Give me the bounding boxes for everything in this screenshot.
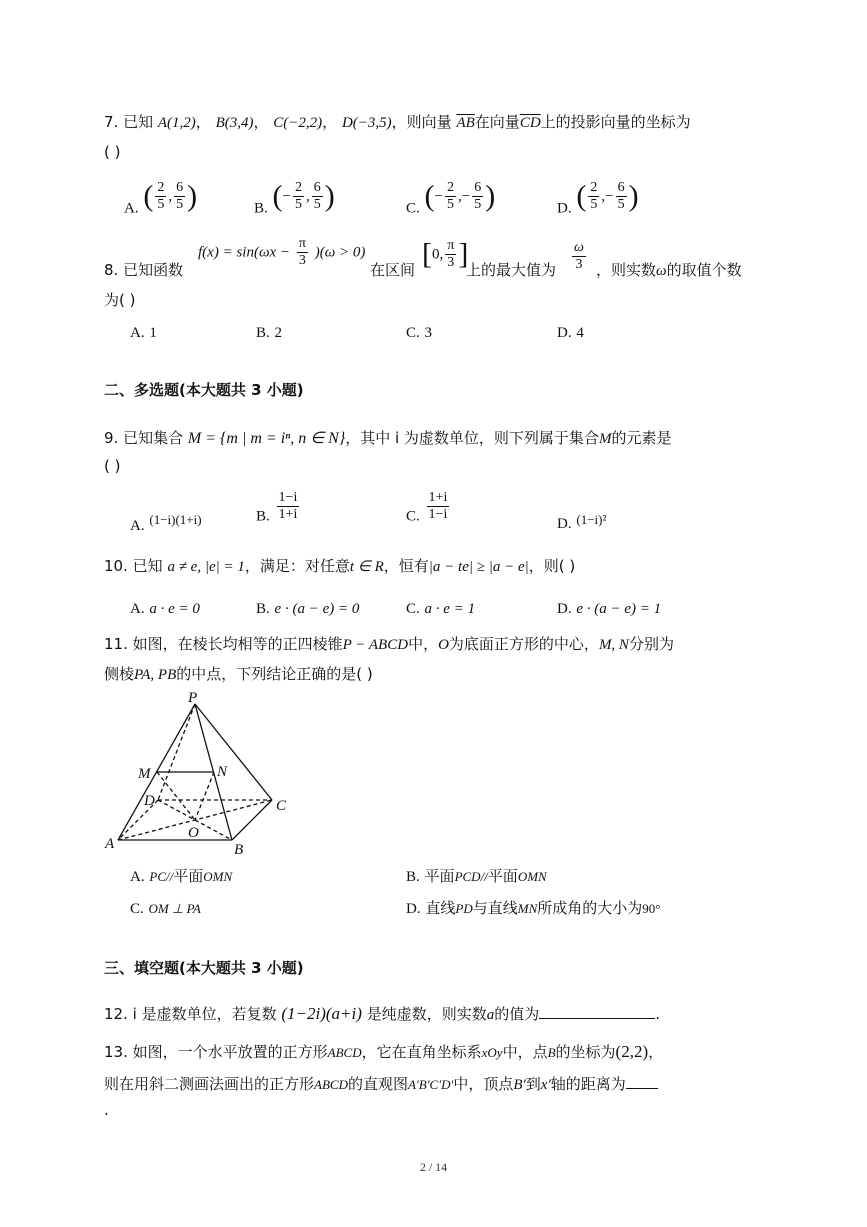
label-B: B — [234, 842, 244, 858]
q7-option-c: C. (− $\frac{2}{5}$ ,− $\frac{6}{5}$ ) — [406, 179, 496, 217]
q8-function: f(x) = sin(ωx − $\frac{\pi}{3}$ )(ω > 0) — [198, 236, 366, 268]
edge-PD — [158, 704, 195, 800]
segment-MO — [157, 772, 195, 820]
q8-stem-tail: 上的最大值为 — [466, 261, 557, 279]
q10-option-b: B. e · (a − e) = 0 — [256, 601, 360, 617]
page-number: 2 / 14 — [419, 1160, 448, 1174]
q11-option-b: B. 平面PCD//平面OMN — [406, 867, 547, 885]
q8-option-c: C. 3 — [406, 325, 433, 341]
q8-interval-text: 在区间 — [370, 261, 416, 279]
q7-option-d: D. ( $\frac{2}{5}$ ,− $\frac{6}{5}$ ) — [557, 179, 639, 217]
q7-paren: ( ) — [104, 143, 121, 161]
q8-stem-tail2: ，则实数ω的取值个数 — [596, 261, 742, 279]
q11-line1: 11. 如图，在棱长均相等的正四棱锥P − ABCD中，O为底面正方形的中心，M, N分别为 — [104, 635, 674, 653]
label-M: M — [138, 766, 151, 782]
q8-interval: [0, $\frac{\pi}{3}$ ] — [422, 237, 469, 271]
q13-line3: . — [104, 1101, 109, 1119]
q11-line2: 侧棱PA, PB的中点，下列结论正确的是( ) — [104, 665, 373, 683]
q9-option-a: A. (1−i)(1+i) — [130, 512, 202, 534]
edge-BC — [232, 800, 272, 840]
q11-option-d: D. 直线PD与直线MN所成角的大小为90° — [406, 899, 661, 917]
label-P: P — [188, 690, 198, 706]
q10-option-d: D. e · (a − e) = 1 — [557, 601, 662, 617]
q9-stem: 9. 已知集合 M = {m | m = iⁿ, n ∈ N}，其中 i 为虚数单位，则下列属于集合M的元素是 — [104, 429, 672, 447]
q10-option-c: C. a · e = 1 — [406, 601, 476, 617]
q13-line2: 则在用斜二测画法画出的正方形ABCD的直观图A′B′C′D′中，顶点B′到x′轴的距离为 — [104, 1074, 658, 1095]
q7-option-b: B. (− $\frac{2}{5}$ , $\frac{6}{5}$ ) — [254, 179, 335, 217]
q8-option-d: D. 4 — [557, 325, 584, 341]
q8-line2: 为( ) — [104, 291, 136, 309]
section-heading-fill-in: 三、填空题(本大题共 3 小题) — [104, 959, 304, 977]
q8-stem: 8. 已知函数 — [104, 261, 184, 279]
q12-stem: 12. i 是虚数单位，若复数 (1−2i)(a+i) 是纯虚数，则实数a的值为 . — [104, 1004, 660, 1023]
q9-option-c: C. $\frac{1+i}{1-i}$ — [406, 490, 448, 525]
q13-line1: 13. 如图，一个水平放置的正方形ABCD，它在直角坐标系xOy中，点B的坐标为(2,2)， — [104, 1042, 664, 1061]
section-heading-multiple-choice: 二、多选题(本大题共 3 小题) — [104, 381, 304, 399]
q10-stem: 10. 已知 a ≠ e, |e| = 1，满足：对任意t ∈ R，恒有|a − te| ≥ |a − e|，则( ) — [104, 557, 576, 575]
q7-option-a: A. ( $\frac{2}{5}$ , $\frac{6}{5}$ ) — [124, 179, 198, 217]
q9-option-d: D. (1−i)² — [557, 512, 607, 532]
q11-option-c: C. OM ⊥ PA — [130, 901, 201, 917]
q8-option-b: B. 2 — [256, 325, 283, 341]
q9-option-b: B. $\frac{1-i}{1+i}$ — [256, 490, 298, 525]
label-D: D — [144, 793, 155, 809]
label-C: C — [276, 798, 287, 814]
q13-answer-blank[interactable] — [626, 1088, 658, 1089]
pyramid-figure — [100, 688, 300, 860]
q10-option-a: A. a · e = 0 — [130, 601, 200, 617]
label-O: O — [188, 825, 199, 841]
q7-stem: 7. 已知 A(1,2)， B(3,4)， C(−2,2)， D(−3,5)，则向量 $\overline{AB}$在向量$\overline{CD}$上的投影向量的坐标为 — [104, 113, 691, 131]
q11-option-a: A. PC//平面OMN — [130, 867, 233, 885]
q8-omega-frac: $\frac{\omega}{3}$ — [574, 240, 584, 272]
label-A: A — [105, 836, 115, 852]
edge-PC — [195, 704, 272, 800]
q8-option-a: A. 1 — [130, 325, 157, 341]
label-N: N — [217, 764, 228, 780]
q9-paren: ( ) — [104, 457, 121, 475]
segment-NO — [195, 772, 214, 820]
q12-answer-blank[interactable] — [539, 1018, 655, 1019]
